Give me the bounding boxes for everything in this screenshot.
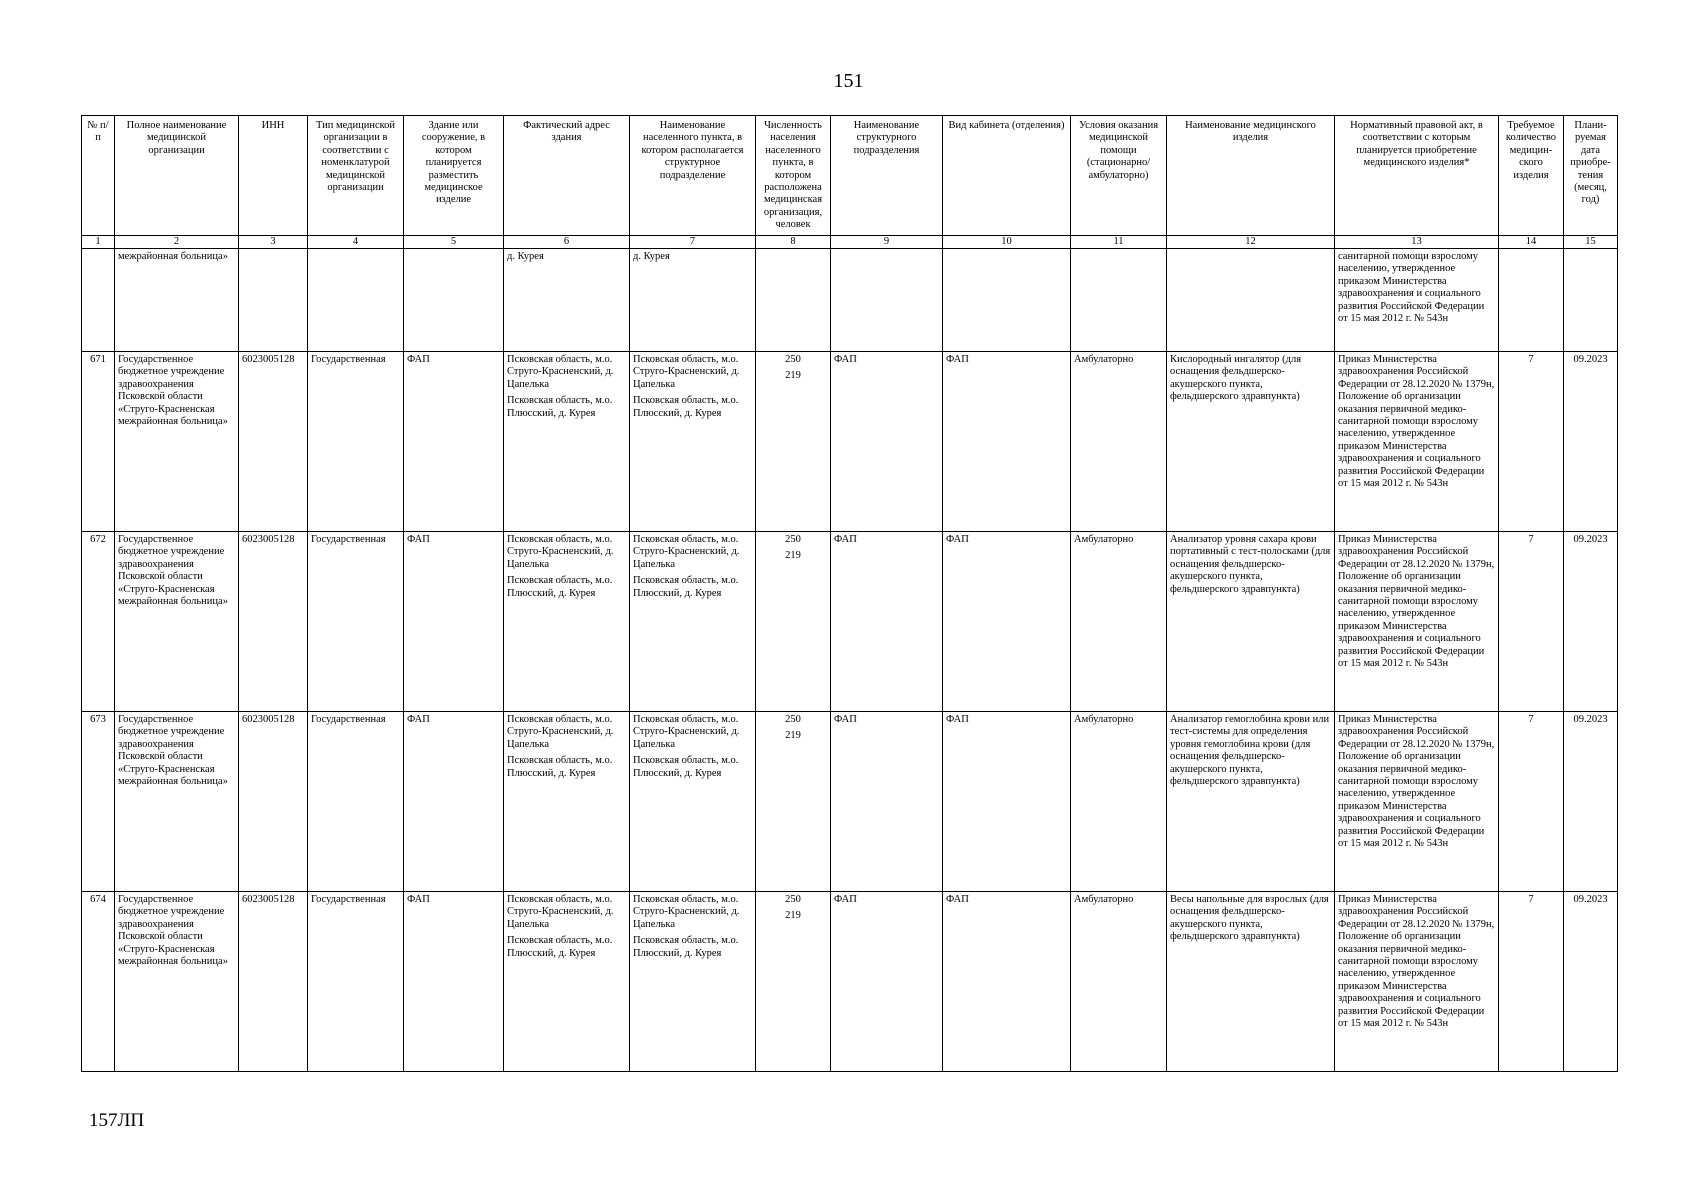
col-number: 1 bbox=[82, 236, 115, 249]
address-line: Псковская область, м.о. Плюсский, д. Курея bbox=[507, 755, 613, 779]
cell-settlement bbox=[630, 352, 756, 532]
cell-population bbox=[756, 892, 831, 1072]
population-value: 250 bbox=[785, 534, 801, 545]
cell-org: Государственное бюджетное учреждение здравоохранения Псковской области «Струго-Красненская межрайонная больница» bbox=[115, 532, 239, 712]
col-number: 9 bbox=[831, 236, 943, 249]
cell-address bbox=[504, 892, 630, 1072]
cell-inn: 6023005128 bbox=[239, 532, 308, 712]
cell-device: Весы напольные для взрослых (для оснащения фельдшерско-акушерского пункта, фельдшерского здравпункта) bbox=[1167, 892, 1335, 1072]
col-header-device: Наименование медицинского изделия bbox=[1167, 116, 1335, 236]
population-value: 219 bbox=[785, 370, 801, 382]
cell-qty: 7 bbox=[1499, 532, 1564, 712]
cell-act: Приказ Министерства здравоохранения Российской Федерации от 28.12.2020 № 1379н, Положение об организации оказания первичной медико-санитарной помощи взрослому населению, утвержденное приказом Министерства здравоохранения и социального развития Российской Федерации от 15 мая 2012 г. № 543н bbox=[1335, 532, 1499, 712]
col-header-org: Полное наименование медицинской организации bbox=[115, 116, 239, 236]
col-number: 3 bbox=[239, 236, 308, 249]
cell-unit: ФАП bbox=[831, 712, 943, 892]
col-number: 10 bbox=[943, 236, 1071, 249]
cell-act: Приказ Министерства здравоохранения Российской Федерации от 28.12.2020 № 1379н, Положение об организации оказания первичной медико-санитарной помощи взрослому населению, утвержденное приказом Министерства здравоохранения и социального развития Российской Федерации от 15 мая 2012 г. № 543н bbox=[1335, 892, 1499, 1072]
col-header-building: Здание или сооружение, в котором планируется разместить медицинское изделие bbox=[404, 116, 504, 236]
col-header-act: Нормативный правовой акт, в соответствии с которым планируется приобретение медицинского изделия* bbox=[1335, 116, 1499, 236]
address-line: Псковская область, м.о. Плюсский, д. Курея bbox=[507, 575, 613, 599]
col-header-settlement: Наименование населенного пункта, в котором располагается структурное подразделение bbox=[630, 116, 756, 236]
col-number: 14 bbox=[1499, 236, 1564, 249]
population-value: 219 bbox=[785, 910, 801, 922]
address-line: Псковская область, м.о. Плюсский, д. Курея bbox=[507, 935, 613, 959]
col-header-conditions: Условия оказания медицинской помощи (стационарно/ амбулаторно) bbox=[1071, 116, 1167, 236]
col-header-date: Плани-руемая дата приобре-тения (месяц, год) bbox=[1564, 116, 1618, 236]
cell-unit: ФАП bbox=[831, 352, 943, 532]
col-header-address: Фактический адрес здания bbox=[504, 116, 630, 236]
cell-inn bbox=[239, 249, 308, 352]
col-number: 15 bbox=[1564, 236, 1618, 249]
cell-cabinet: ФАП bbox=[943, 712, 1071, 892]
cell-num: 673 bbox=[82, 712, 115, 892]
cell-device: Кислородный ингалятор (для оснащения фельдшерско-акушерского пункта, фельдшерского здравпункта) bbox=[1167, 352, 1335, 532]
cell-population bbox=[756, 532, 831, 712]
cell-qty bbox=[1499, 249, 1564, 352]
cell-address bbox=[504, 712, 630, 892]
population-value: 250 bbox=[785, 714, 801, 725]
cell-num bbox=[82, 249, 115, 352]
cell-unit: ФАП bbox=[831, 892, 943, 1072]
cell-population bbox=[756, 249, 831, 352]
cell-settlement bbox=[630, 892, 756, 1072]
population-value: 250 bbox=[785, 354, 801, 365]
col-number: 2 bbox=[115, 236, 239, 249]
address-line: Псковская область, м.о. Плюсский, д. Курея bbox=[507, 395, 613, 419]
cell-num: 674 bbox=[82, 892, 115, 1072]
cell-population bbox=[756, 712, 831, 892]
cell-conditions: Амбулаторно bbox=[1071, 532, 1167, 712]
table-row bbox=[82, 352, 1618, 532]
cell-inn: 6023005128 bbox=[239, 892, 308, 1072]
cell-inn: 6023005128 bbox=[239, 712, 308, 892]
cell-num: 672 bbox=[82, 532, 115, 712]
settlement-line: Псковская область, м.о. Плюсский, д. Курея bbox=[633, 935, 739, 959]
cell-type bbox=[308, 249, 404, 352]
cell-settlement: д. Курея bbox=[630, 249, 756, 352]
col-header-num: № п/п bbox=[82, 116, 115, 236]
cell-cabinet: ФАП bbox=[943, 532, 1071, 712]
cell-address bbox=[504, 352, 630, 532]
settlement-line: Псковская область, м.о. Струго-Красненский, д. Цапелька bbox=[633, 354, 740, 390]
cell-building: ФАП bbox=[404, 712, 504, 892]
col-number: 4 bbox=[308, 236, 404, 249]
cell-address bbox=[504, 532, 630, 712]
cell-cabinet: ФАП bbox=[943, 352, 1071, 532]
settlement-line: Псковская область, м.о. Плюсский, д. Курея bbox=[633, 575, 739, 599]
cell-conditions: Амбулаторно bbox=[1071, 712, 1167, 892]
settlement-line: Псковская область, м.о. Струго-Красненский, д. Цапелька bbox=[633, 714, 740, 750]
cell-date: 09.2023 bbox=[1564, 352, 1618, 532]
page-number: 151 bbox=[833, 70, 864, 92]
header-row bbox=[82, 116, 1618, 236]
cell-org: Государственное бюджетное учреждение здравоохранения Псковской области «Струго-Красненская межрайонная больница» bbox=[115, 352, 239, 532]
address-line: Псковская область, м.о. Струго-Красненский, д. Цапелька bbox=[507, 534, 614, 570]
cell-unit bbox=[831, 249, 943, 352]
cell-device bbox=[1167, 249, 1335, 352]
col-number: 8 bbox=[756, 236, 831, 249]
cell-inn: 6023005128 bbox=[239, 352, 308, 532]
col-header-population: Численность населения населенного пункта, в котором расположена медицинская организация, человек bbox=[756, 116, 831, 236]
cell-org: Государственное бюджетное учреждение здравоохранения Псковской области «Струго-Красненская межрайонная больница» bbox=[115, 892, 239, 1072]
settlement-line: Псковская область, м.о. Струго-Красненский, д. Цапелька bbox=[633, 894, 740, 930]
settlement-line: Псковская область, м.о. Струго-Красненский, д. Цапелька bbox=[633, 534, 740, 570]
cell-qty: 7 bbox=[1499, 712, 1564, 892]
cell-population bbox=[756, 352, 831, 532]
cell-building: ФАП bbox=[404, 352, 504, 532]
cell-device: Анализатор гемоглобина крови или тест-системы для определения уровня гемоглобина крови (для оснащения фельдшерско-акушерского пункта, фельдшерского здравпункта) bbox=[1167, 712, 1335, 892]
cell-building bbox=[404, 249, 504, 352]
col-header-unit: Наименование структурного подразделения bbox=[831, 116, 943, 236]
address-line: Псковская область, м.о. Струго-Красненский, д. Цапелька bbox=[507, 714, 614, 750]
cell-unit: ФАП bbox=[831, 532, 943, 712]
cell-conditions: Амбулаторно bbox=[1071, 892, 1167, 1072]
cell-settlement bbox=[630, 712, 756, 892]
population-value: 250 bbox=[785, 894, 801, 905]
table-row bbox=[82, 712, 1618, 892]
cell-qty: 7 bbox=[1499, 892, 1564, 1072]
cell-type: Государственная bbox=[308, 712, 404, 892]
col-header-inn: ИНН bbox=[239, 116, 308, 236]
cell-type: Государственная bbox=[308, 532, 404, 712]
cell-act: санитарной помощи взрослому населению, утвержденное приказом Министерства здравоохранения и социального развития Российской Федерации от 15 мая 2012 г. № 543н bbox=[1335, 249, 1499, 352]
cell-date: 09.2023 bbox=[1564, 712, 1618, 892]
table-row-continuation bbox=[82, 249, 1618, 352]
cell-act: Приказ Министерства здравоохранения Российской Федерации от 28.12.2020 № 1379н, Положение об организации оказания первичной медико-санитарной помощи взрослому населению, утвержденное приказом Министерства здравоохранения и социального развития Российской Федерации от 15 мая 2012 г. № 543н bbox=[1335, 352, 1499, 532]
address-line: Псковская область, м.о. Струго-Красненский, д. Цапелька bbox=[507, 354, 614, 390]
cell-type: Государственная bbox=[308, 352, 404, 532]
col-header-cabinet: Вид кабинета (отделения) bbox=[943, 116, 1071, 236]
col-number: 11 bbox=[1071, 236, 1167, 249]
document-code: 157ЛП bbox=[89, 1110, 145, 1131]
cell-org: Государственное бюджетное учреждение здравоохранения Псковской области «Струго-Красненская межрайонная больница» bbox=[115, 712, 239, 892]
cell-date: 09.2023 bbox=[1564, 532, 1618, 712]
col-number: 7 bbox=[630, 236, 756, 249]
cell-conditions bbox=[1071, 249, 1167, 352]
population-value: 219 bbox=[785, 730, 801, 742]
population-value: 219 bbox=[785, 550, 801, 562]
table-row bbox=[82, 532, 1618, 712]
col-number: 13 bbox=[1335, 236, 1499, 249]
cell-building: ФАП bbox=[404, 892, 504, 1072]
col-header-qty: Требуемое количество медицин-ского изделия bbox=[1499, 116, 1564, 236]
cell-cabinet bbox=[943, 249, 1071, 352]
cell-num: 671 bbox=[82, 352, 115, 532]
cell-device: Анализатор уровня сахара крови портативный с тест-полосками (для оснащения фельдшерско-акушерского пункта, фельдшерского здравпункта) bbox=[1167, 532, 1335, 712]
col-number: 6 bbox=[504, 236, 630, 249]
column-number-row bbox=[82, 236, 1618, 249]
cell-qty: 7 bbox=[1499, 352, 1564, 532]
cell-act: Приказ Министерства здравоохранения Российской Федерации от 28.12.2020 № 1379н, Положение об организации оказания первичной медико-санитарной помощи взрослому населению, утвержденное приказом Министерства здравоохранения и социального развития Российской Федерации от 15 мая 2012 г. № 543н bbox=[1335, 712, 1499, 892]
cell-date bbox=[1564, 249, 1618, 352]
cell-address: д. Курея bbox=[504, 249, 630, 352]
cell-date: 09.2023 bbox=[1564, 892, 1618, 1072]
cell-cabinet: ФАП bbox=[943, 892, 1071, 1072]
table-row bbox=[82, 892, 1618, 1072]
col-number: 12 bbox=[1167, 236, 1335, 249]
settlement-line: Псковская область, м.о. Плюсский, д. Курея bbox=[633, 395, 739, 419]
cell-org: межрайонная больница» bbox=[115, 249, 239, 352]
settlement-line: Псковская область, м.о. Плюсский, д. Курея bbox=[633, 755, 739, 779]
cell-building: ФАП bbox=[404, 532, 504, 712]
address-line: Псковская область, м.о. Струго-Красненский, д. Цапелька bbox=[507, 894, 614, 930]
col-number: 5 bbox=[404, 236, 504, 249]
col-header-type: Тип медицинской организации в соответствии с номенклатурой медицинской организации bbox=[308, 116, 404, 236]
cell-conditions: Амбулаторно bbox=[1071, 352, 1167, 532]
cell-settlement bbox=[630, 532, 756, 712]
equipment-table bbox=[81, 115, 1618, 1072]
cell-type: Государственная bbox=[308, 892, 404, 1072]
